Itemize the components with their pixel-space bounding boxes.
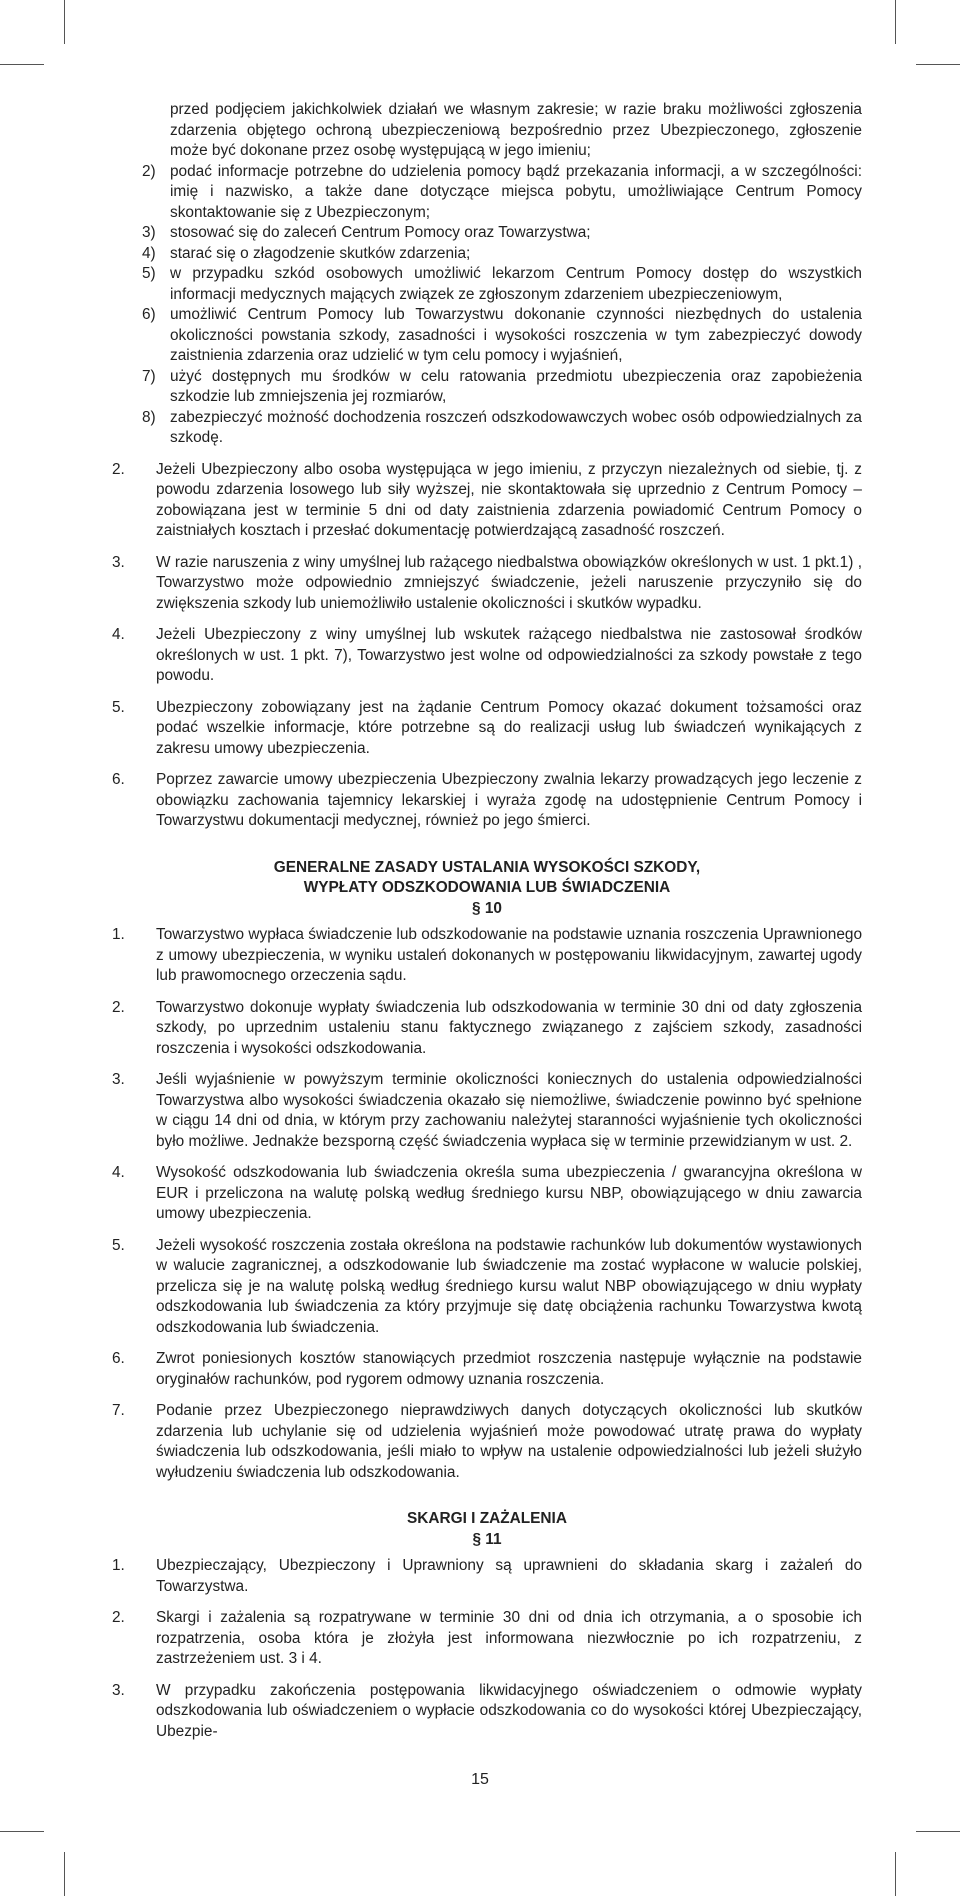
item-number: 8) xyxy=(142,408,156,426)
item-number: 2. xyxy=(112,460,125,478)
item-number: 5) xyxy=(142,265,156,282)
item-number: 3. xyxy=(112,553,125,571)
section11-heading xyxy=(112,1509,862,1550)
item-text: W przypadku zakończenia postępowania likwidacyjnego oświadczeniem o odmowie wypłaty odszkodowania lub oświadczeniem o wypłacie odszkodowania co do wysokości której Ubezpieczający, Ubezpie- xyxy=(156,1681,862,1740)
obligation-item xyxy=(112,162,862,224)
obligation-item xyxy=(112,223,862,244)
paragraph-sign: § 11 xyxy=(472,1530,502,1548)
obligations-list xyxy=(112,162,862,449)
item-number: 6) xyxy=(142,306,156,323)
section10-item xyxy=(112,1163,862,1225)
item-number: 3) xyxy=(142,224,156,241)
obligation-item xyxy=(112,408,862,449)
section10-item xyxy=(112,998,862,1060)
item-text: podać informacje potrzebne do udzielenia pomocy bądź przekazania informacji, a w szczególności: imię i nazwisko, a także dane dotyczące miejsca pobytu, umożliwiające Centrum Pomocy skontaktowanie się z Ubezpieczonym; xyxy=(170,162,862,221)
crop-mark-top-right-h xyxy=(916,64,960,65)
document-body xyxy=(112,100,862,1753)
item-number: 3. xyxy=(112,1071,125,1088)
item-text: Ubezpieczony zobowiązany jest na żądanie Centrum Pomocy okazać dokument tożsamości oraz podać wszelkie informacje, które potrzebne są do realizacji usług lub świadczeń wynikających z zakresu umowy ubezpieczenia. xyxy=(156,698,862,757)
item-number: 4. xyxy=(112,626,125,643)
obligation-item xyxy=(112,305,862,367)
crop-mark-top-left xyxy=(64,0,65,44)
crop-mark-bottom-left-h xyxy=(0,1831,44,1832)
item-text: umożliwić Centrum Pomocy lub Towarzystwu dokonanie czynności niezbędnych do ustalenia okoliczności powstania szkody, zasadności i wysokości roszczenia w tym zabezpieczyć dowody zaistnienia zdarzenia oraz udzielić w tym celu pomocy i wyjaśnień, xyxy=(170,306,862,364)
section10-item xyxy=(112,1349,862,1390)
item-text: Towarzystwo wypłaca świadczenie lub odszkodowanie na podstawie uznania roszczenia Uprawnionego z umowy ubezpieczenia, w wyniku ustaleń dokonanych w postępowaniu likwidacyjnym, zawartej ugody lub prawomocnego orzeczenia sądu. xyxy=(156,926,862,984)
obligation-item xyxy=(112,264,862,305)
section9-item xyxy=(112,460,862,542)
section10-item xyxy=(112,1401,862,1483)
intro-continuation: przed podjęciem jakichkolwiek działań we własnym zakresie; w razie braku możliwości zgłoszenia zdarzenia objętego ochroną ubezpieczeniową bezpośrednio przez Ubezpieczonego, zgłoszenie może być dokonane przez osobę występującą w jego imieniu; xyxy=(170,101,862,159)
item-number: 6. xyxy=(112,771,125,788)
item-text: Jeżeli wysokość roszczenia została określona na podstawie rachunków lub dokumentów wystawionych w walucie zagranicznej, a odszkodowanie lub świadczenie ma zostać wypłacone w walucie polskiej, przelicza się je na walutę polską według średniego kursu walut NBP obowiązującego w dniu wypłaty odszkodowania lub świadczenia za który przyjmuje się datę obciążenia rachunku Towarzystwa kwotą odszkodowania lub świadczenia. xyxy=(156,1236,862,1336)
item-number: 7) xyxy=(142,367,156,385)
obligation-item xyxy=(112,244,862,265)
section10-item xyxy=(112,925,862,987)
item-text: Jeśli wyjaśnienie w powyższym terminie okoliczności koniecznych do ustalenia odpowiedzialności Towarzystwa albo wysokości świadczenia okazało się niemożliwe, świadczenie powinno być spełnione w ciągu 14 dni od dnia, w którym przy zachowaniu należytej staranności wyjaśnienie tych okoliczności było możliwe. Jednakże bezsporną część świadczenia wypłaca się w terminie przewidzianym w ust. 2. xyxy=(156,1071,862,1150)
section11-item xyxy=(112,1556,862,1597)
page-number: 15 xyxy=(471,1771,489,1788)
item-number: 4) xyxy=(142,244,156,262)
section-title: SKARGI I ZAŻALENIA xyxy=(407,1510,567,1527)
section11-item xyxy=(112,1681,862,1743)
item-text: stosować się do zaleceń Centrum Pomocy oraz Towarzystwa; xyxy=(170,224,591,241)
item-number: 2. xyxy=(112,998,125,1016)
item-number: 2. xyxy=(112,1609,125,1626)
section9-item xyxy=(112,770,862,832)
item-text: Wysokość odszkodowania lub świadczenia określa suma ubezpieczenia / gwarancyjna określona w EUR i przeliczona na walutę polską według średniego kursu NBP, obowiązującego w dniu zawarcia umowy ubezpieczenia. xyxy=(156,1164,862,1222)
section9-item xyxy=(112,553,862,615)
obligation-item xyxy=(112,367,862,408)
item-number: 1. xyxy=(112,926,125,943)
item-text: w przypadku szkód osobowych umożliwić lekarzom Centrum Pomocy dostęp do wszystkich informacji medycznych mających związek ze zgłoszonym zdarzeniem ubezpieczeniowym, xyxy=(170,265,862,303)
item-text: W razie naruszenia z winy umyślnej lub rażącego niedbalstwa obowiązków określonych w ust. 1 pkt.1) , Towarzystwo może odpowiednio zmniejszyć świadczenie, jeżeli naruszenie przyczyniło się do zwiększenia szkody lub uniemożliwiło ustalenie okoliczności i skutków wypadku. xyxy=(156,553,862,612)
crop-mark-bottom-right xyxy=(895,1852,896,1896)
section10-item xyxy=(112,1070,862,1152)
item-text: Podanie przez Ubezpieczonego nieprawdziwych danych dotyczących okoliczności lub skutków zdarzenia lub uchylanie się od udzielenia wyjaśnień może powodować utratę prawa do wypłaty świadczenia lub odszkodowania, jeśli miało to wpływ na ustalenie odpowiedzialności lub jeżeli służyło wyłudzeniu świadczenia lub odszkodowania. xyxy=(156,1402,862,1481)
item-text: Jeżeli Ubezpieczony albo osoba występująca w jego imieniu, z przyczyn niezależnych od siebie, tj. z powodu zdarzenia losowego lub siły wyższej, nie skontaktowała się uprzednio z Centrum Pomocy – zobowiązana jest w terminie 5 dni od daty zaistnienia zdarzenia powiadomić Centrum Pomocy o zaistniałych kosztach i przesłać dokumentację potwierdzającą zasadność roszczeń. xyxy=(156,460,862,539)
section9-item xyxy=(112,625,862,687)
paragraph-sign: § 10 xyxy=(472,899,502,917)
section9-list xyxy=(112,460,862,832)
item-text: Jeżeli Ubezpieczony z winy umyślnej lub wskutek rażącego niedbalstwa nie zastosował środków określonych w ust. 1 pkt. 7), Towarzystwo jest wolne od odpowiedzialności za szkody powstałe z tego powodu. xyxy=(156,626,862,684)
item-text: Zwrot poniesionych kosztów stanowiących przedmiot roszczenia następuje wyłącznie na podstawie oryginałów rachunków, pod rygorem odmowy uznania roszczenia. xyxy=(156,1350,862,1388)
item-number: 3. xyxy=(112,1681,125,1699)
section10-list xyxy=(112,925,862,1483)
crop-mark-bottom-left xyxy=(64,1852,65,1896)
item-number: 1. xyxy=(112,1557,125,1574)
crop-mark-bottom-right-h xyxy=(916,1831,960,1832)
section11-list xyxy=(112,1556,862,1742)
crop-mark-top-right xyxy=(895,0,896,44)
section11-item xyxy=(112,1608,862,1670)
item-text: Poprzez zawarcie umowy ubezpieczenia Ubezpieczony zwalnia lekarzy prowadzących jego leczenie z obowiązku zachowania tajemnicy lekarskiej i wyraża zgodę na udostępnienie Centrum Pomocy i Towarzystwu dokumentacji medycznej, również po jego śmierci. xyxy=(156,771,862,829)
item-text: zabezpieczyć możność dochodzenia roszczeń odszkodowawczych wobec osób odpowiedzialnych za szkodę. xyxy=(170,408,862,446)
item-text: Towarzystwo dokonuje wypłaty świadczenia lub odszkodowania w terminie 30 dni od daty zgłoszenia szkody, po uprzednim ustaleniu stanu faktycznego związanego z zajściem szkody, zasadności roszczenia i wysokości odszkodowania. xyxy=(156,998,862,1057)
item-number: 4. xyxy=(112,1164,125,1181)
section-title-line2: WYPŁATY ODSZKODOWANIA LUB ŚWIADCZENIA xyxy=(303,879,671,896)
section10-item xyxy=(112,1236,862,1339)
item-text: starać się o złagodzenie skutków zdarzenia; xyxy=(170,244,471,262)
section9-item xyxy=(112,698,862,760)
item-number: 7. xyxy=(112,1402,125,1419)
item-number: 6. xyxy=(112,1350,125,1367)
item-number: 5. xyxy=(112,1236,125,1254)
crop-mark-top-left-h xyxy=(0,64,44,65)
item-text: Skargi i zażalenia są rozpatrywane w terminie 30 dni od dnia ich otrzymania, a o sposobie ich rozpatrzenia, osoba która je złożyła jest informowana niezwłocznie po ich rozpatrzeniu, z zastrzeżeniem ust. 3 i 4. xyxy=(156,1609,862,1667)
item-text: Ubezpieczający, Ubezpieczony i Uprawniony są uprawnieni do składania skarg i zażaleń do Towarzystwa. xyxy=(156,1557,862,1595)
item-text: użyć dostępnych mu środków w celu ratowania przedmiotu ubezpieczenia oraz zapobieżenia szkodzie lub zmniejszenia jej rozmiarów, xyxy=(170,367,862,405)
item-number: 2) xyxy=(142,162,156,180)
section10-heading xyxy=(112,858,862,920)
item-number: 5. xyxy=(112,698,125,716)
section-title-line1: GENERALNE ZASADY USTALANIA WYSOKOŚCI SZKODY, xyxy=(273,858,701,876)
